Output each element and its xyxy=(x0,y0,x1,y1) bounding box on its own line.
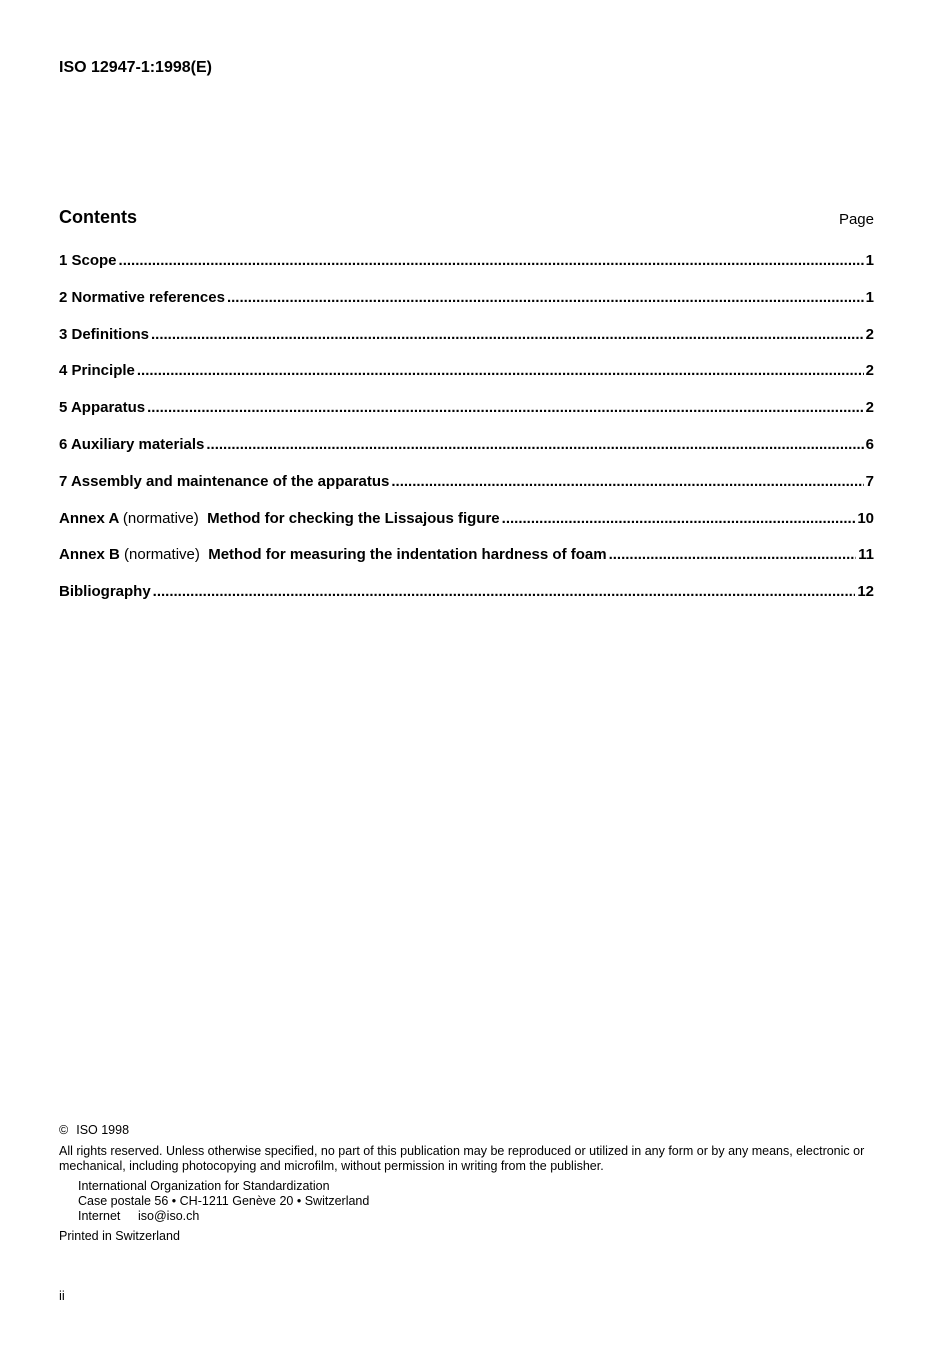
toc-leader-dots xyxy=(119,252,864,269)
toc-entry-label: 7 Assembly and maintenance of the apparatus xyxy=(59,472,390,490)
toc-entry-label: 6 Auxiliary materials xyxy=(59,435,205,453)
toc-entry-page: 1 xyxy=(865,288,874,306)
toc-entry-label xyxy=(59,546,607,563)
page-number: ii xyxy=(59,1288,65,1303)
toc-entry-label xyxy=(59,510,500,527)
contents-header xyxy=(59,207,874,233)
toc-entry-page: 10 xyxy=(857,509,874,527)
toc-entry-page: 2 xyxy=(865,362,874,380)
toc-entry-label: 4 Principle xyxy=(59,362,135,380)
toc-entry-apparatus[interactable] xyxy=(59,399,874,436)
toc-entry-page: 2 xyxy=(865,325,874,343)
toc-entry-assembly[interactable] xyxy=(59,473,874,510)
toc-entry-scope[interactable] xyxy=(59,252,874,289)
copyright-text: ISO 1998 xyxy=(76,1123,130,1137)
toc-entry-annex-b[interactable] xyxy=(59,546,874,583)
toc-entry-page: 6 xyxy=(865,435,874,453)
page-column-label: Page xyxy=(838,211,874,228)
toc-entry-page: 1 xyxy=(865,252,874,269)
toc-leader-dots xyxy=(153,583,856,600)
toc-entry-label: 3 Definitions xyxy=(59,325,150,343)
toc-entry-page: 2 xyxy=(865,399,874,417)
toc-entry-normative-references[interactable] xyxy=(59,289,874,326)
copyright-block xyxy=(59,1123,874,1244)
toc-entry-annex-a[interactable] xyxy=(59,510,874,547)
internet-email: iso@iso.ch xyxy=(138,1209,200,1223)
toc-entry-label: Bibliography xyxy=(59,583,151,601)
toc-entry-bibliography[interactable] xyxy=(59,583,874,620)
toc-leader-dots xyxy=(227,289,864,306)
contents-title: Contents xyxy=(59,207,137,227)
internet-label: Internet xyxy=(78,1209,121,1223)
toc-leader-dots xyxy=(502,510,856,527)
org-internet xyxy=(78,1209,874,1224)
org-postal-address: Case postale 56 • CH-1211 Genève 20 • Switzerland xyxy=(78,1194,370,1208)
organization-address xyxy=(59,1179,874,1224)
toc-entry-label: 1 Scope xyxy=(59,252,117,269)
toc-entry-label: 5 Apparatus xyxy=(59,399,146,417)
copyright-line xyxy=(59,1123,874,1138)
annex-title: Method for checking the Lissajous figure xyxy=(207,509,500,527)
annex-type: (normative) xyxy=(124,546,200,564)
toc-leader-dots xyxy=(609,546,857,563)
toc-entry-page: 11 xyxy=(858,546,874,564)
table-of-contents xyxy=(59,252,874,620)
toc-entry-page: 12 xyxy=(857,583,874,601)
annex-type: (normative) xyxy=(122,509,199,527)
copyright-symbol: © xyxy=(59,1123,69,1137)
org-name: International Organization for Standardization xyxy=(78,1179,330,1193)
toc-leader-dots xyxy=(147,399,864,416)
annex-prefix: Annex B xyxy=(59,546,120,564)
annex-prefix: Annex A xyxy=(59,509,119,527)
toc-leader-dots xyxy=(151,326,864,343)
toc-entry-definitions[interactable] xyxy=(59,326,874,363)
toc-entry-page: 7 xyxy=(865,472,874,490)
toc-leader-dots xyxy=(206,436,863,453)
printed-in: Printed in Switzerland xyxy=(59,1229,180,1243)
toc-entry-label: 2 Normative references xyxy=(59,288,225,306)
rights-statement: All rights reserved. Unless otherwise specified, no part of this publication may be reproduced or utilized in any form or by any means, electronic or mechanical, including photocopying and microfilm, without permission in writing from the publisher. xyxy=(59,1144,865,1173)
toc-leader-dots xyxy=(391,473,863,490)
document-id: ISO 12947-1:1998(E) xyxy=(59,59,212,76)
annex-title: Method for measuring the indentation hardness of foam xyxy=(208,546,607,564)
toc-leader-dots xyxy=(137,362,864,379)
toc-entry-auxiliary-materials[interactable] xyxy=(59,436,874,473)
toc-entry-principle[interactable] xyxy=(59,362,874,399)
